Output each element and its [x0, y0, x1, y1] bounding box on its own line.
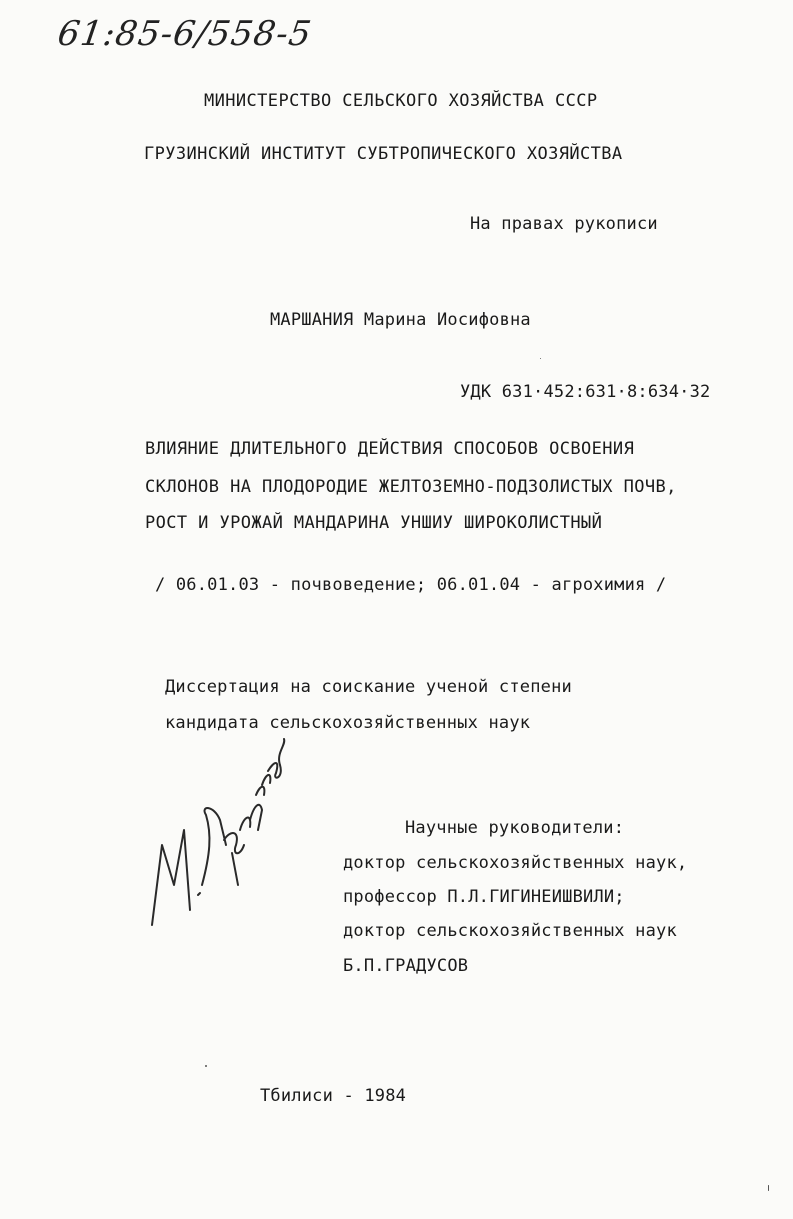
- institute-heading: ГРУЗИНСКИЙ ИНСТИТУТ СУБТРОПИЧЕСКОГО ХОЗЯЙСТВА: [144, 144, 623, 164]
- ministry-heading: МИНИСТЕРСТВО СЕЛЬСКОГО ХОЗЯЙСТВА СССР: [204, 91, 598, 111]
- supervisor-line-3: доктор сельскохозяйственных наук: [343, 921, 677, 941]
- title-line-3: РОСТ И УРОЖАЙ МАНДАРИНА УНШИУ ШИРОКОЛИСТНЫЙ: [145, 513, 603, 533]
- supervisor-line-4: Б.П.ГРАДУСОВ: [343, 956, 469, 976]
- title-line-2: СКЛОНОВ НА ПЛОДОРОДИЕ ЖЕЛТОЗЕМНО-ПОДЗОЛИСТЫХ ПОЧВ,: [145, 477, 677, 497]
- handwritten-signature: [140, 735, 290, 935]
- title-line-1: ВЛИЯНИЕ ДЛИТЕЛЬНОГО ДЕЙСТВИЯ СПОСОБОВ ОСВОЕНИЯ: [145, 439, 635, 459]
- supervisor-line-1: доктор сельскохозяйственных наук,: [343, 853, 688, 873]
- dissertation-line-2: кандидата сельскохозяйственных наук: [165, 713, 531, 733]
- author-name: МАРШАНИЯ Марина Иосифовна: [270, 310, 531, 330]
- scan-speck: [768, 1185, 769, 1191]
- manuscript-note: На правах рукописи: [470, 214, 658, 234]
- dissertation-line-1: Диссертация на соискание ученой степени: [165, 677, 572, 697]
- udc-code: УДК 631·452:631·8:634·32: [460, 382, 711, 402]
- specialties-line: / 06.01.03 - почвоведение; 06.01.04 - агрохимия /: [155, 575, 667, 595]
- scan-speck: [205, 1065, 207, 1067]
- archive-code: 61:85-6/558-5: [55, 14, 315, 54]
- supervisors-heading: Научные руководители:: [405, 818, 625, 838]
- supervisor-line-2: профессор П.Л.ГИГИНЕИШВИЛИ;: [343, 887, 625, 907]
- place-year: Тбилиси - 1984: [260, 1086, 407, 1106]
- scan-speck: [540, 358, 541, 359]
